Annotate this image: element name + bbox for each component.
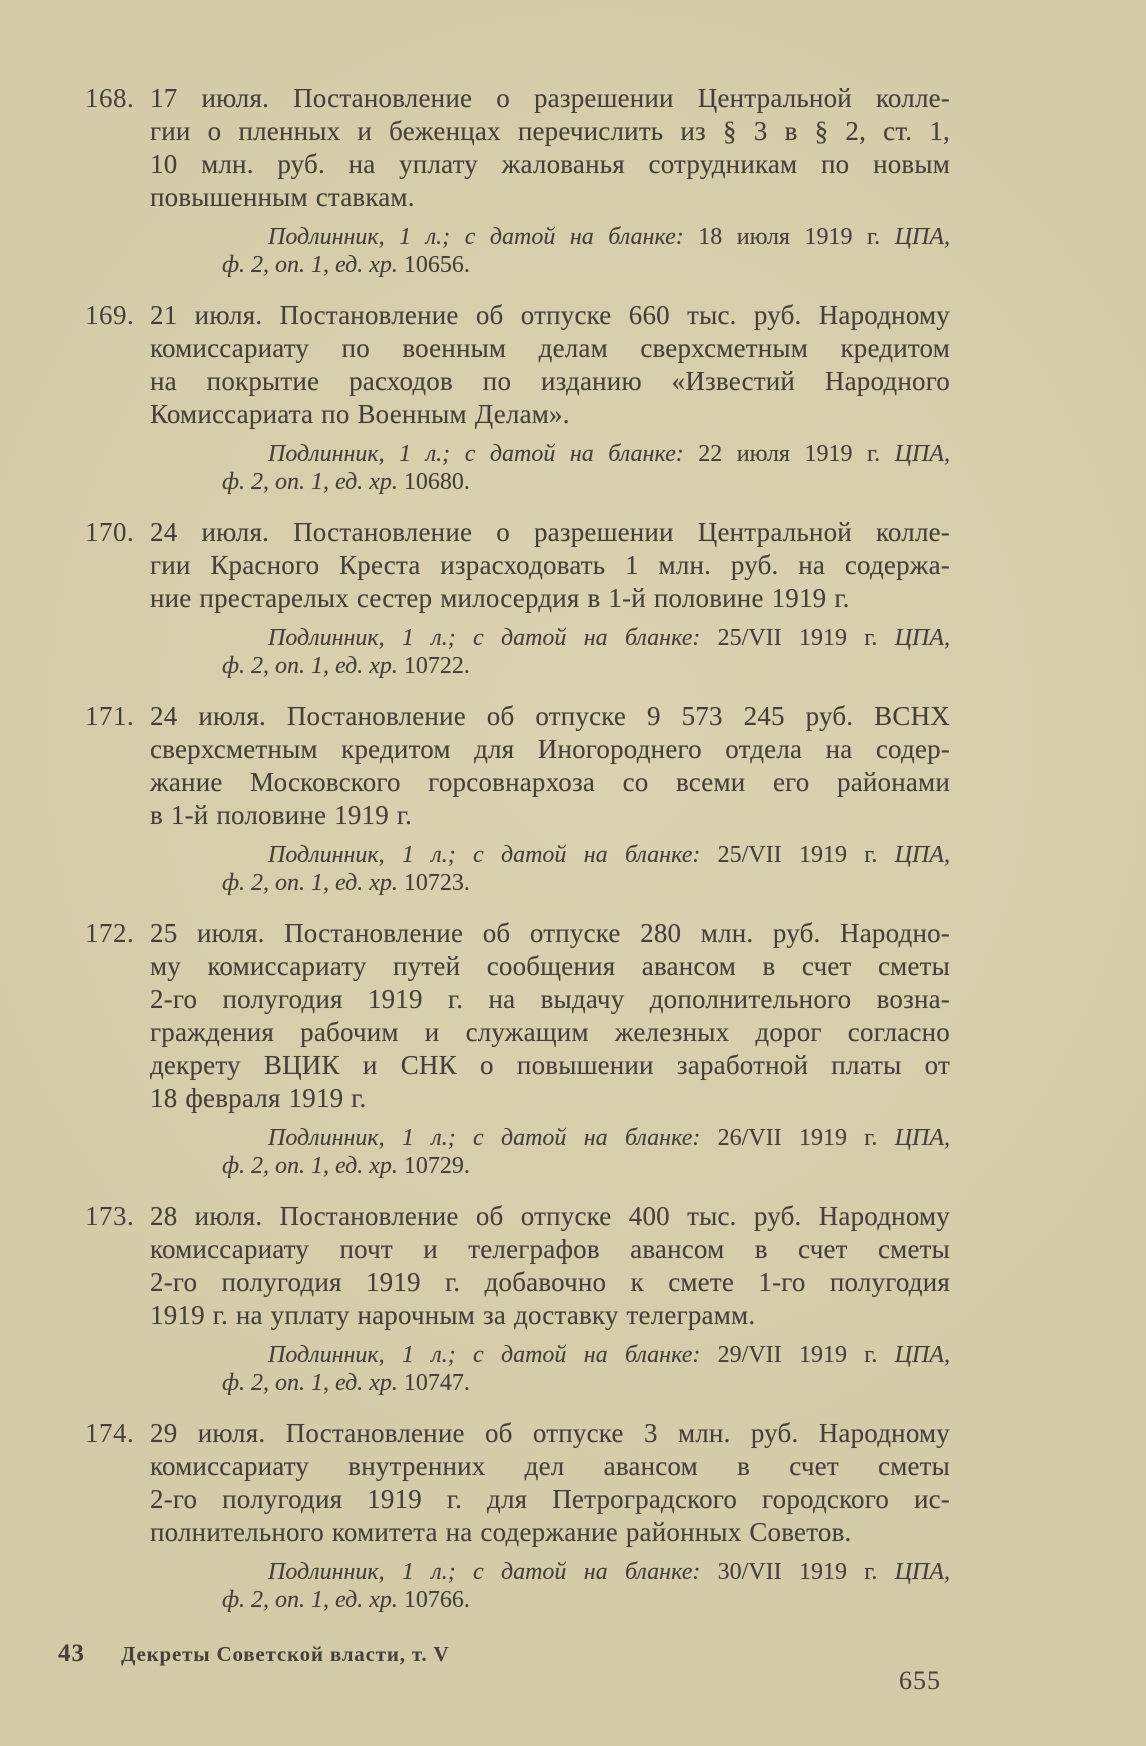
entry-body <box>150 1200 950 1332</box>
text-line: комиссариату почт и телеграфов авансом в счет сметы <box>150 1234 950 1264</box>
entry-number: 172. <box>85 918 135 948</box>
text-line: комиссариату внутренних дел авансом в счет сметы <box>150 1451 950 1481</box>
text-line: 28 июля. Постановление об отпуске 400 тыс. руб. Народному <box>150 1201 950 1231</box>
text-line: повышенным ставкам. <box>150 182 415 212</box>
entry-text <box>150 516 950 680</box>
entry-body <box>150 917 950 1115</box>
entry-body <box>150 299 950 431</box>
text-line: 29 июля. Постановление об отпуске 3 млн. руб. Народному <box>150 1418 950 1448</box>
text-line: 21 июля. Постановление об отпуске 660 тыс. руб. Народному <box>150 300 950 330</box>
entry-citation <box>222 1124 950 1180</box>
text-line: Подлинник, 1 л.; с датой на бланке: 26/VII 1919 г. ЦПА, <box>268 1125 951 1151</box>
entry-number: 171. <box>85 701 135 731</box>
entry-text <box>150 1200 950 1397</box>
text-line: Подлинник, 1 л.; с датой на бланке: 22 июля 1919 г. ЦПА, <box>268 441 951 467</box>
text-line: на покрытие расходов по изданию «Известий Народного <box>150 366 950 396</box>
text-line: граждения рабочим и служащим железных дорог согласно <box>150 1017 950 1047</box>
text-line: му комиссариату путей сообщения авансом в счет сметы <box>150 951 950 981</box>
series-title: Декреты Советской власти, т. V <box>121 1642 450 1666</box>
text-line: Комиссариата по Военным Делам». <box>150 399 570 429</box>
text-line: Подлинник, 1 л.; с датой на бланке: 25/VII 1919 г. ЦПА, <box>268 842 951 868</box>
text-line: полнительного комитета на содержание районных Советов. <box>150 1517 852 1547</box>
entry-citation <box>222 223 950 279</box>
text-line: ф. 2, оп. 1, ед. хр. 10723. <box>222 870 470 896</box>
text-line: ф. 2, оп. 1, ед. хр. 10747. <box>222 1370 470 1396</box>
entry-body <box>150 82 950 214</box>
entry-number: 174. <box>85 1418 135 1448</box>
text-line: 24 июля. Постановление о разрешении Центральной колле- <box>150 517 950 547</box>
signature-number: 43 <box>58 1640 85 1667</box>
text-line: 25 июля. Постановление об отпуске 280 млн. руб. Народно- <box>150 918 950 948</box>
entry-number: 170. <box>85 517 135 547</box>
page-content <box>85 82 950 1634</box>
entry-citation <box>222 440 950 496</box>
text-line: сверхсметным кредитом для Иногороднего отдела на содер- <box>150 734 950 764</box>
text-line: ф. 2, оп. 1, ед. хр. 10722. <box>222 653 470 679</box>
text-line: 10 млн. руб. на уплату жалованья сотрудникам по новым <box>150 149 950 179</box>
page-footer <box>0 1638 1146 1718</box>
page-number: 655 <box>899 1666 941 1695</box>
text-line: жание Московского горсовнархоза со всеми его районами <box>150 767 950 797</box>
text-line: 18 февраля 1919 г. <box>150 1083 367 1113</box>
entry-citation <box>222 1558 950 1614</box>
text-line: 17 июля. Постановление о разрешении Центральной колле- <box>150 83 950 113</box>
text-line: Подлинник, 1 л.; с датой на бланке: 30/VII 1919 г. ЦПА, <box>268 1559 951 1585</box>
text-line: 2-го полугодия 1919 г. для Петроградского городского ис- <box>150 1484 950 1514</box>
text-line: Подлинник, 1 л.; с датой на бланке: 29/VII 1919 г. ЦПА, <box>268 1342 951 1368</box>
signature-line <box>58 1640 449 1668</box>
text-line: 24 июля. Постановление об отпуске 9 573 245 руб. ВСНХ <box>150 701 950 731</box>
text-line: гии Красного Креста израсходовать 1 млн. руб. на содержа- <box>150 550 950 580</box>
entry-number: 168. <box>85 83 135 113</box>
entry-body <box>150 516 950 615</box>
text-line: ф. 2, оп. 1, ед. хр. 10729. <box>222 1153 470 1179</box>
entry-citation <box>222 624 950 680</box>
decree-entry-169 <box>85 299 950 496</box>
text-line: в 1-й половине 1919 г. <box>150 800 413 830</box>
text-line: гии о пленных и беженцах перечислить из § 3 в § 2, ст. 1, <box>150 116 950 146</box>
decree-entry-174 <box>85 1417 950 1614</box>
entry-citation <box>222 841 950 897</box>
entry-text <box>150 82 950 279</box>
text-line: 1919 г. на уплату нарочным за доставку телеграмм. <box>150 1300 756 1330</box>
text-line: Подлинник, 1 л.; с датой на бланке: 18 июля 1919 г. ЦПА, <box>268 224 951 250</box>
text-line: ф. 2, оп. 1, ед. хр. 10656. <box>222 252 470 278</box>
entry-body <box>150 1417 950 1549</box>
text-line: ф. 2, оп. 1, ед. хр. 10766. <box>222 1587 470 1613</box>
text-line: Подлинник, 1 л.; с датой на бланке: 25/VII 1919 г. ЦПА, <box>268 625 951 651</box>
text-line: 2-го полугодия 1919 г. добавочно к смете 1-го полугодия <box>150 1267 950 1297</box>
entry-text <box>150 299 950 496</box>
text-line: ф. 2, оп. 1, ед. хр. 10680. <box>222 469 470 495</box>
entry-text <box>150 700 950 897</box>
entry-citation <box>222 1341 950 1397</box>
text-line: декрету ВЦИК и СНК о повышении заработной платы от <box>150 1050 950 1080</box>
decree-entry-173 <box>85 1200 950 1397</box>
text-line: ние престарелых сестер милосердия в 1-й половине 1919 г. <box>150 583 850 613</box>
entry-number: 173. <box>85 1201 135 1231</box>
entry-number: 169. <box>85 300 135 330</box>
entry-text <box>150 917 950 1180</box>
text-line: 2-го полугодия 1919 г. на выдачу дополнительного возна- <box>150 984 950 1014</box>
decree-entry-170 <box>85 516 950 680</box>
entry-text <box>150 1417 950 1614</box>
decree-entry-171 <box>85 700 950 897</box>
decree-entry-172 <box>85 917 950 1180</box>
decree-entry-168 <box>85 82 950 279</box>
entry-body <box>150 700 950 832</box>
text-line: комиссариату по военным делам сверхсметным кредитом <box>150 333 950 363</box>
